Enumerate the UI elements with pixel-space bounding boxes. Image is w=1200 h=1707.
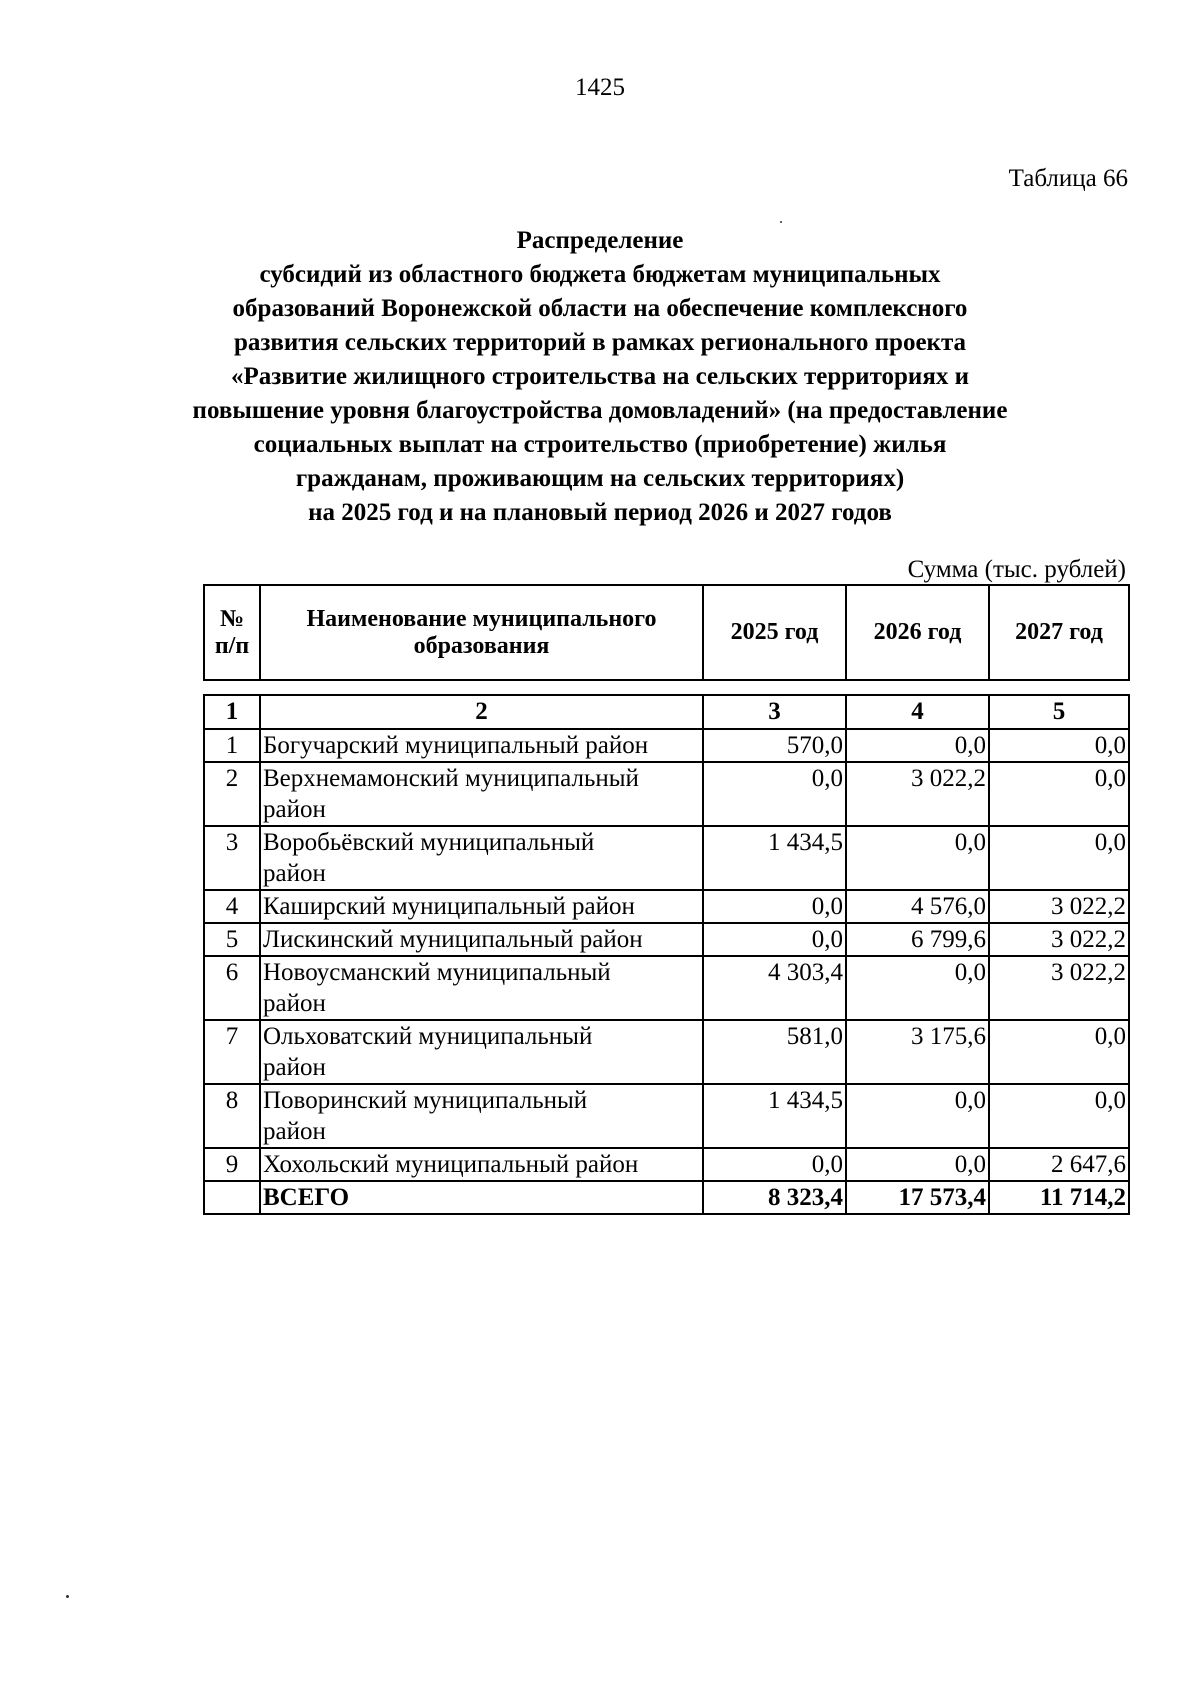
value-2026: 4 576,0	[846, 890, 989, 923]
title-line: социальных выплат на строительство (приобретение) жилья	[253, 431, 947, 458]
value-2025: 0,0	[703, 762, 846, 826]
value-2027: 3 022,2	[989, 890, 1129, 923]
total-label: ВСЕГО	[260, 1181, 703, 1214]
title-line: повышение уровня благоустройства домовладений» (на предоставление	[192, 397, 1008, 424]
value-2026: 3 022,2	[846, 762, 989, 826]
column-number: 5	[989, 695, 1129, 729]
municipality-name: Поворинский муниципальный район	[260, 1084, 703, 1148]
value-2025: 1 434,5	[703, 1084, 846, 1148]
title-line: субсидий из областного бюджета бюджетам муниципальных	[259, 261, 941, 288]
table-row	[204, 956, 1129, 1020]
municipality-name: Ольховатский муниципальный район	[260, 1020, 703, 1084]
title-line: развития сельских территорий в рамках регионального проекта	[233, 329, 967, 356]
value-2027: 0,0	[989, 762, 1129, 826]
title-line: «Развитие жилищного строительства на сельских территориях и	[230, 363, 970, 390]
value-2026: 0,0	[846, 956, 989, 1020]
table-row	[204, 1020, 1129, 1084]
municipality-name: Воробьёвский муниципальный район	[260, 826, 703, 890]
table-row	[204, 1148, 1129, 1181]
header-2027-cell: 2027 год	[989, 585, 1129, 680]
header-num-cell: № п/п	[204, 585, 260, 680]
title-line: на 2025 год и на плановый период 2026 и 2027 годов	[308, 499, 892, 526]
row-number: 4	[204, 890, 260, 923]
title-line: образований Воронежской области на обеспечение комплексного	[232, 295, 968, 322]
value-2027: 0,0	[989, 826, 1129, 890]
title-line: гражданам, проживающим на сельских территориях)	[295, 465, 905, 492]
row-number: 3	[204, 826, 260, 890]
municipality-name: Богучарский муниципальный район	[260, 729, 703, 762]
total-2025: 8 323,4	[703, 1181, 846, 1214]
page-number: 1425	[575, 74, 625, 101]
value-2027: 0,0	[989, 1020, 1129, 1084]
title-line: Распределение	[516, 227, 684, 254]
header-name-cell: Наименование муниципального образования	[260, 585, 703, 680]
municipality-name: Новоусманский муниципальный район	[260, 956, 703, 1020]
municipality-name: Хохольский муниципальный район	[260, 1148, 703, 1181]
column-number: 3	[703, 695, 846, 729]
value-2025: 0,0	[703, 1148, 846, 1181]
data-table	[203, 694, 1130, 1215]
row-number: 9	[204, 1148, 260, 1181]
units-note: Сумма (тыс. рублей)	[907, 556, 1126, 583]
table-header	[203, 584, 1130, 681]
column-number: 4	[846, 695, 989, 729]
value-2027: 3 022,2	[989, 923, 1129, 956]
total-num-cell	[204, 1181, 260, 1214]
header-2025-cell: 2025 год	[703, 585, 846, 680]
row-number: 6	[204, 956, 260, 1020]
row-number: 5	[204, 923, 260, 956]
total-row	[204, 1181, 1129, 1214]
row-number: 8	[204, 1084, 260, 1148]
row-number: 2	[204, 762, 260, 826]
value-2026: 0,0	[846, 729, 989, 762]
value-2025: 581,0	[703, 1020, 846, 1084]
value-2027: 2 647,6	[989, 1148, 1129, 1181]
table-row	[204, 890, 1129, 923]
table-label: Таблица 66	[1008, 165, 1128, 192]
value-2025: 0,0	[703, 890, 846, 923]
table-row	[204, 729, 1129, 762]
row-number: 1	[204, 729, 260, 762]
table-row	[204, 826, 1129, 890]
value-2025: 4 303,4	[703, 956, 846, 1020]
header-2026-cell: 2026 год	[846, 585, 989, 680]
value-2026: 3 175,6	[846, 1020, 989, 1084]
table-row	[204, 923, 1129, 956]
value-2027: 3 022,2	[989, 956, 1129, 1020]
column-number: 1	[204, 695, 260, 729]
row-number: 7	[204, 1020, 260, 1084]
value-2027: 0,0	[989, 1084, 1129, 1148]
value-2026: 6 799,6	[846, 923, 989, 956]
scan-speck	[66, 1595, 69, 1598]
total-2026: 17 573,4	[846, 1181, 989, 1214]
value-2026: 0,0	[846, 1084, 989, 1148]
value-2025: 570,0	[703, 729, 846, 762]
column-number-row	[204, 695, 1129, 729]
municipality-name: Лискинский муниципальный район	[260, 923, 703, 956]
scan-speck	[780, 221, 782, 223]
table-row	[204, 1084, 1129, 1148]
column-number: 2	[260, 695, 703, 729]
total-2027: 11 714,2	[989, 1181, 1129, 1214]
value-2025: 0,0	[703, 923, 846, 956]
municipality-name: Верхнемамонский муниципальный район	[260, 762, 703, 826]
municipality-name: Каширский муниципальный район	[260, 890, 703, 923]
value-2027: 0,0	[989, 729, 1129, 762]
value-2026: 0,0	[846, 826, 989, 890]
value-2025: 1 434,5	[703, 826, 846, 890]
table-row	[204, 762, 1129, 826]
document-title	[150, 224, 1050, 530]
value-2026: 0,0	[846, 1148, 989, 1181]
